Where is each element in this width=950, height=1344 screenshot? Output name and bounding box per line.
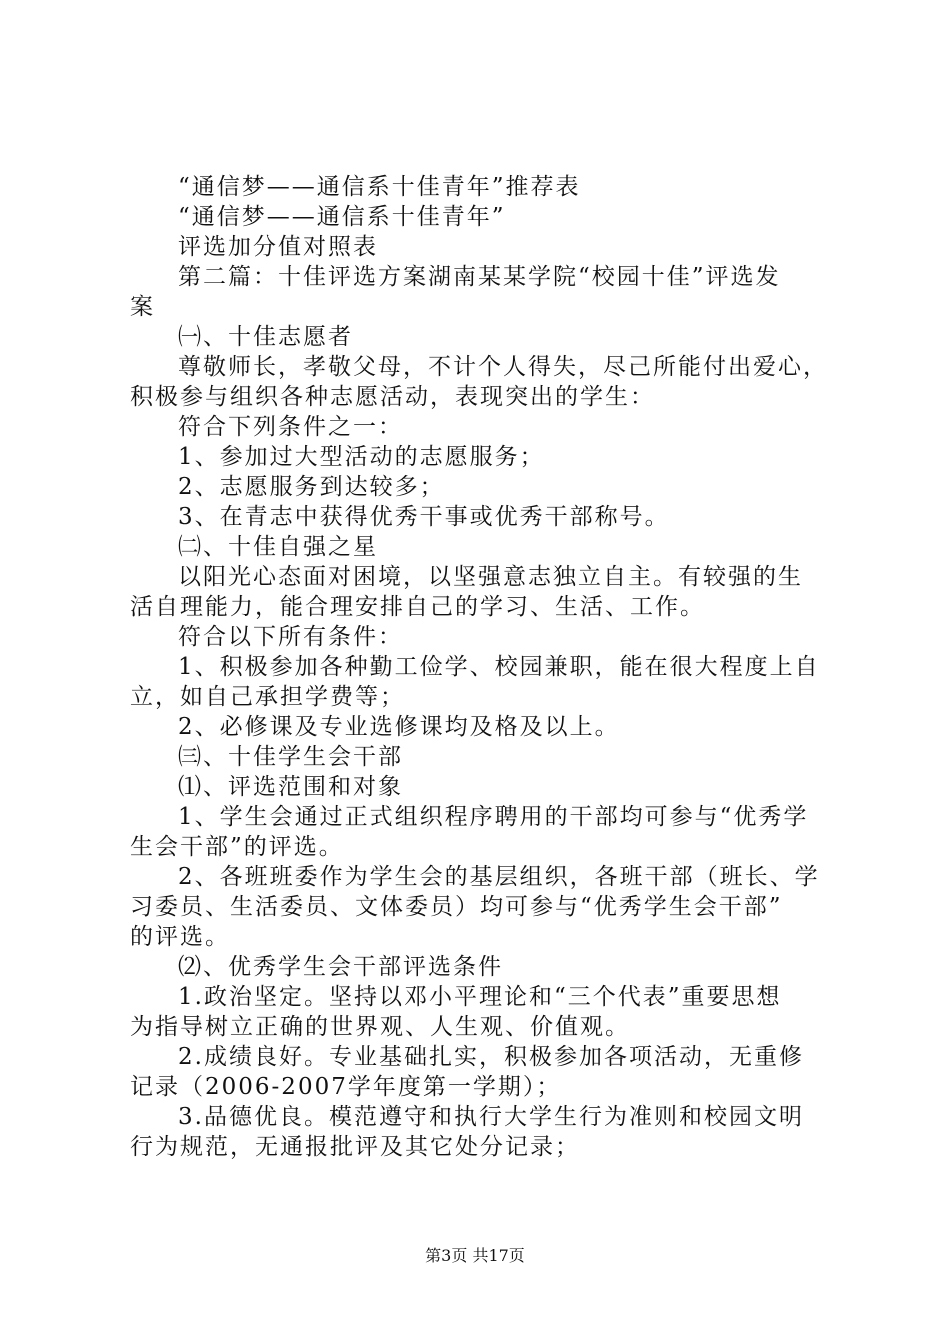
text-line: 的评选。 [130,924,230,950]
text-line: 积极参与组织各种志愿活动，表现突出的学生： [130,384,655,410]
text-line: 案 [130,294,155,320]
text-line: 活自理能力，能合理安排自己的学习、生活、工作。 [130,594,705,620]
text-line: 2.成绩良好。专业基础扎实，积极参加各项活动，无重修 [178,1044,804,1070]
text-line: 2、志愿服务到达较多； [178,474,445,500]
text-line: ㈢、十佳学生会干部 [178,744,403,770]
page-footer: 第3页 共17页 [425,1246,525,1265]
text-line: ⑴、评选范围和对象 [178,774,403,800]
document-body [130,172,840,1162]
text-line: 1、学生会通过正式组织程序聘用的干部均可参与“优秀学 [178,804,809,830]
text-line: 第二篇：十佳评选方案湖南某某学院“校园十佳”评选发 [178,264,781,290]
text-line: ㈡、十佳自强之星 [178,534,378,560]
text-line: 生会干部”的评选。 [130,834,344,860]
text-line: 1.政治坚定。坚持以邓小平理论和“三个代表”重要思想 [178,984,782,1010]
text-line: 1、参加过大型活动的志愿服务； [178,444,545,470]
text-line: 习委员、生活委员、文体委员）均可参与“优秀学生会干部” [130,894,783,920]
text-line: 以阳光心态面对困境，以坚强意志独立自主。有较强的生 [178,564,803,590]
text-line: 符合下列条件之一： [178,414,403,440]
text-line: 3、在青志中获得优秀干事或优秀干部称号。 [178,504,670,530]
text-line: 2、各班班委作为学生会的基层组织，各班干部（班长、学 [178,864,820,890]
text-line: 符合以下所有条件： [178,624,403,650]
text-line: 3.品德优良。模范遵守和执行大学生行为准则和校园文明 [178,1104,804,1130]
text-line: 立，如自己承担学费等； [130,684,405,710]
text-line: “通信梦——通信系十佳青年” [178,204,506,230]
text-line: 为指导树立正确的世界观、人生观、价值观。 [130,1014,630,1040]
text-line: 尊敬师长，孝敬父母，不计个人得失，尽己所能付出爱心， [178,354,828,380]
text-line: 记录（2006-2007学年度第一学期）； [130,1074,562,1100]
text-line: “通信梦——通信系十佳青年”推荐表 [178,174,581,200]
text-line: 行为规范，无通报批评及其它处分记录； [130,1134,580,1160]
text-line: ⑵、优秀学生会干部评选条件 [178,954,503,980]
text-line: 评选加分值对照表 [178,234,378,260]
text-line: 1、积极参加各种勤工俭学、校园兼职，能在很大程度上自 [178,654,820,680]
text-line: 2、必修课及专业选修课均及格及以上。 [178,714,620,740]
text-line: ㈠、十佳志愿者 [178,324,353,350]
